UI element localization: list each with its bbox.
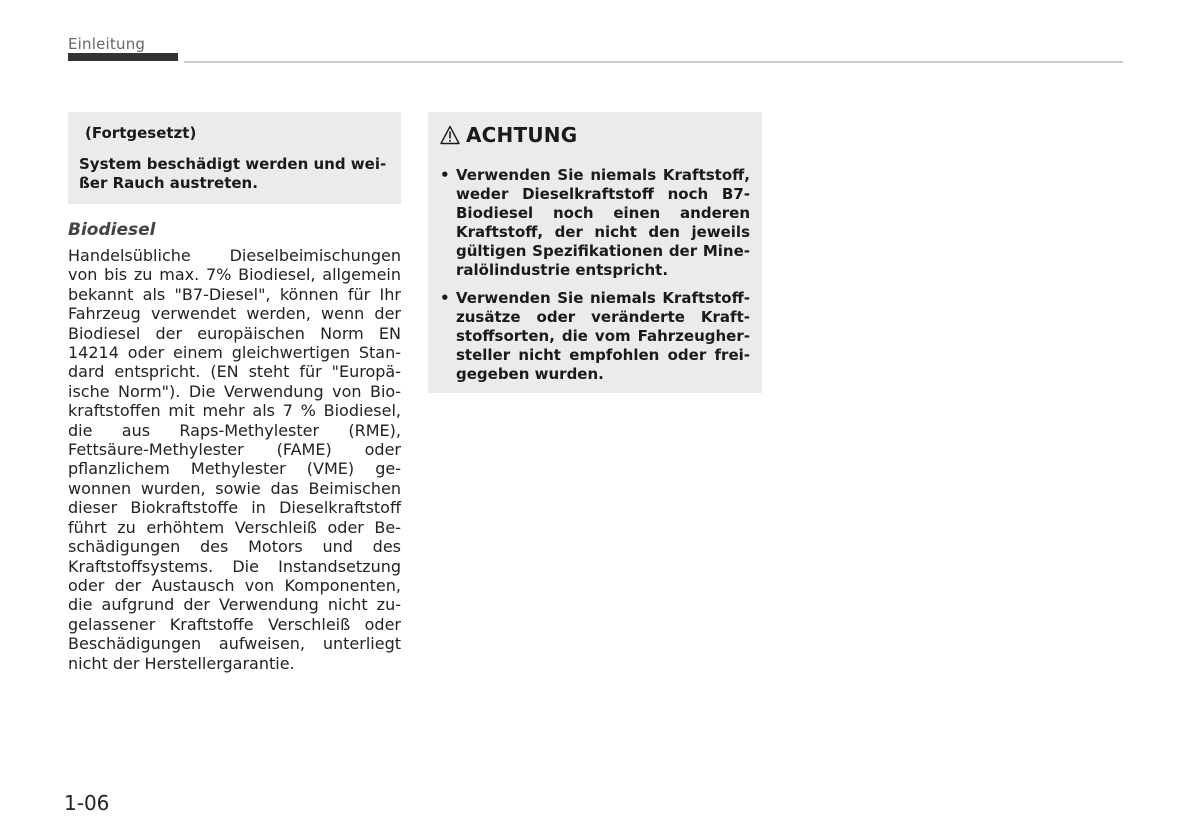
biodiesel-heading: Biodiesel (68, 220, 156, 240)
bullet-icon: • (440, 166, 450, 184)
warning-header (440, 122, 750, 148)
warning-list-item (440, 289, 750, 384)
section-header-bar (68, 53, 178, 61)
bullet-icon: • (440, 289, 450, 307)
warning-box (428, 112, 762, 393)
warning-list-item (440, 166, 750, 280)
continued-label: (Fortgesetzt) (85, 124, 197, 142)
warning-list (440, 166, 750, 384)
section-title: Einleitung (68, 35, 146, 53)
warning-triangle-icon (440, 125, 460, 145)
continued-text: System beschädigt werden und weißer Rauch austreten. (79, 155, 387, 192)
warning-item-text: Verwenden Sie niemals Kraftstoff, weder Dieselkraftstoff noch B7-Biodiesel noch einen anderen Kraftstoff, der nicht den jeweils gültigen Spezifikationen der Mineralölindustrie entspricht. (456, 166, 750, 279)
header-rule (184, 61, 1123, 63)
continued-note-box (68, 112, 401, 204)
warning-item-text: Verwenden Sie niemals Kraftstoffzusätze oder veränderte Kraftstoffsorten, die vom Fahrzeughersteller nicht empfohlen oder freigegeben wurden. (456, 289, 750, 383)
biodiesel-body-text: Handelsübliche Dieselbeimischungen von bis zu max. 7% Biodiesel, allgemein bekannt als "B7-Diesel", können für Ihr Fahrzeug verwendet werden, wenn der Biodiesel der europäischen Norm EN 14214 oder einem gleichwertigen Standard entspricht. (EN steht für "Europäische Norm"). Die Verwendung von Biokraftstoffen mit mehr als 7 % Biodiesel, die aus Raps-Methylester (RME), Fettsäure-Methylester (FAME) oder pflanzlichem Methylester (VME) gewonnen wurden, sowie das Beimischen dieser Biokraftstoffe in Dieselkraftstoff führt zu erhöhtem Verschleiß oder Beschädigungen des Motors und des Kraftstoffsystems. Die Instandsetzung oder der Austausch von Komponenten, die aufgrund der Verwendung nicht zugelassener Kraftstoffe Verschleiß oder Beschädigungen aufweisen, unterliegt nicht der Herstellergarantie. (68, 246, 401, 673)
warning-title: ACHTUNG (466, 123, 578, 147)
page-number: 1-06 (64, 791, 110, 815)
